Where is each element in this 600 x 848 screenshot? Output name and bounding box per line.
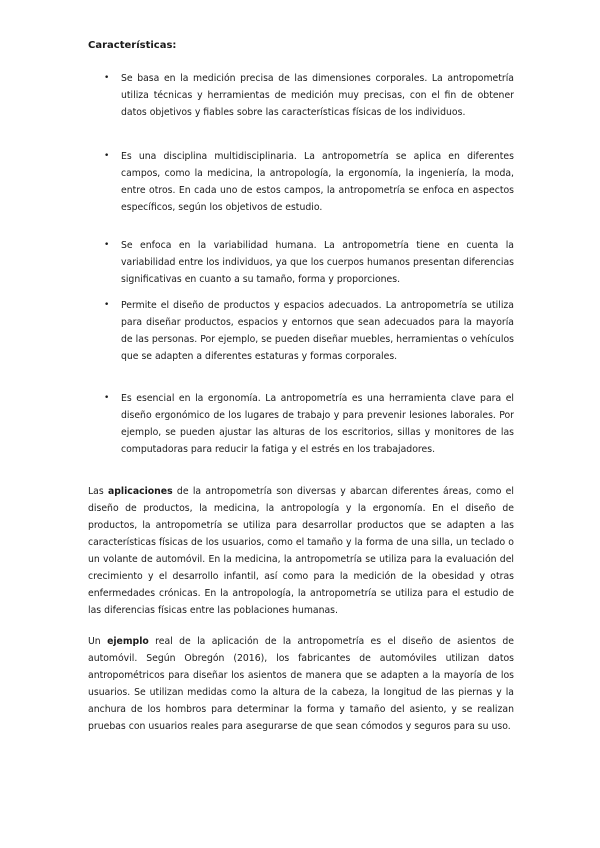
- example-paragraph: [88, 633, 514, 735]
- section-heading: Características:: [88, 40, 177, 51]
- list-item-text: Permite el diseño de productos y espacios adecuados. La antropometría se utiliza para diseñar productos, espacios y entornos que sean adecuados para la mayoría de las personas. Por ejemplo, se pueden diseñar muebles, herramientas o vehículos que se adapten a diferentes estaturas y formas corporales.: [121, 300, 514, 362]
- applications-prefix: Las: [88, 486, 108, 497]
- list-item-text: Se enfoca en la variabilidad humana. La antropometría tiene en cuenta la variabilidad entre los individuos, ya que los cuerpos humanos presentan diferencias significativas en cuanto a su tamaño, forma y proporciones.: [121, 240, 514, 285]
- example-keyword: ejemplo: [107, 636, 149, 647]
- bullet-icon: •: [104, 240, 110, 250]
- list-item: [104, 297, 514, 365]
- applications-keyword: aplicaciones: [108, 486, 173, 497]
- bullet-icon: •: [104, 73, 110, 83]
- list-item: [104, 237, 514, 288]
- list-item: [104, 70, 514, 121]
- list-item: [104, 390, 514, 458]
- example-text: real de la aplicación de la antropometría es el diseño de asientos de automóvil. Según Obregón (2016), los fabricantes de automóviles utilizan datos antropométricos para diseñar los asientos de manera que se adapten a la mayoría de los usuarios. Se utilizan medidas como la altura de la cabeza, la longitud de las piernas y la anchura de los hombros para determinar la forma y tamaño del asiento, y se realizan pruebas con usuarios reales para asegurarse de que sean cómodos y seguros para su uso.: [88, 636, 514, 732]
- list-item-text: Es una disciplina multidisciplinaria. La antropometría se aplica en diferentes campos, como la medicina, la antropología, la ergonomía, la ingeniería, la moda, entre otros. En cada uno de estos campos, la antropometría se enfoca en aspectos específicos, según los objetivos de estudio.: [121, 151, 514, 213]
- list-item: [104, 148, 514, 216]
- applications-paragraph: [88, 483, 514, 619]
- applications-text: de la antropometría son diversas y abarcan diferentes áreas, como el diseño de productos, la medicina, la antropología y la ergonomía. En el diseño de productos, la antropometría se utiliza para desarrollar productos que se adapten a las características físicas de los usuarios, como el tamaño y la forma de una silla, un teclado o un volante de automóvil. En la medicina, la antropometría se utiliza para la evaluación del crecimiento y el desarrollo infantil, así como para la medición de la obesidad y otras enfermedades crónicas. En la antropología, la antropometría se utiliza para el estudio de las diferencias físicas entre las poblaciones humanas.: [88, 486, 514, 616]
- bullet-icon: •: [104, 300, 110, 310]
- example-prefix: Un: [88, 636, 108, 647]
- bullet-icon: •: [104, 393, 110, 403]
- list-item-text: Se basa en la medición precisa de las dimensiones corporales. La antropometría utiliza técnicas y herramientas de medición muy precisas, con el fin de obtener datos objetivos y fiables sobre las características físicas de los individuos.: [121, 73, 514, 118]
- bullet-icon: •: [104, 151, 110, 161]
- list-item-text: Es esencial en la ergonomía. La antropometría es una herramienta clave para el diseño ergonómico de los lugares de trabajo y para prevenir lesiones laborales. Por ejemplo, se pueden ajustar las alturas de los escritorios, sillas y monitores de las computadoras para reducir la fatiga y el estrés en los trabajadores.: [121, 393, 514, 455]
